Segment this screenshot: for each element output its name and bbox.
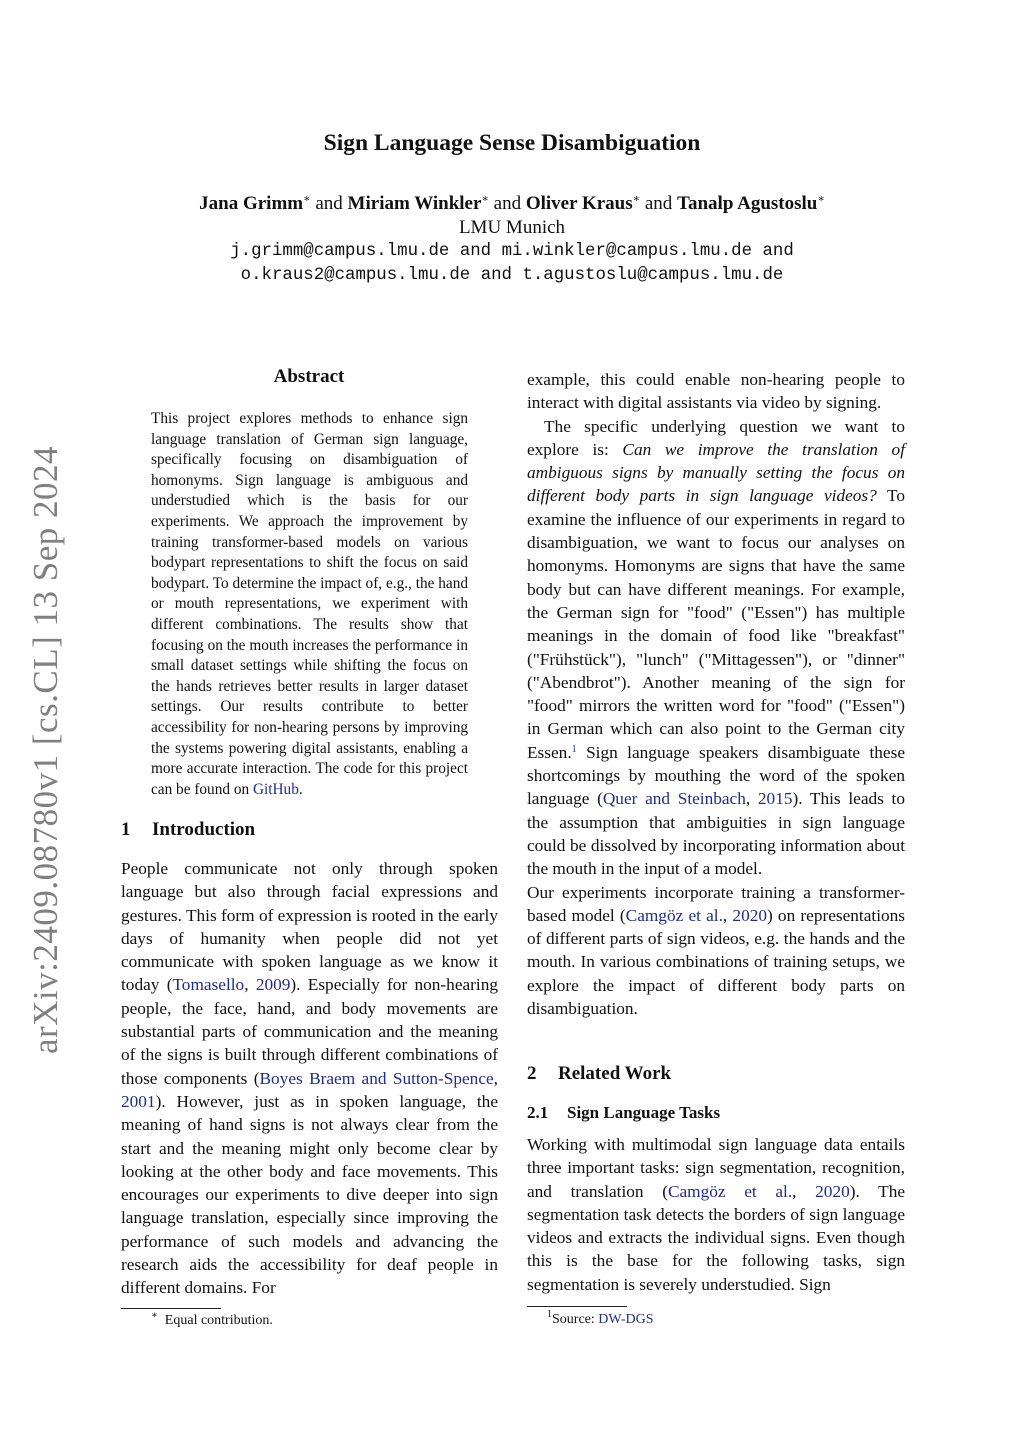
- footnote-mark: 1: [547, 1309, 552, 1320]
- paragraph: [121, 857, 498, 1300]
- footnote-source: [547, 1309, 654, 1328]
- citation-separator: ,: [244, 975, 256, 995]
- email: t.agustoslu@campus.lmu.de: [522, 266, 784, 285]
- citation-link[interactable]: Camgöz et al.: [625, 905, 723, 925]
- abstract-period: .: [298, 780, 303, 798]
- email: j.grimm@campus.lmu.de: [230, 242, 450, 261]
- citation-link[interactable]: Tomasello: [172, 975, 245, 995]
- text-run: ). The segmentation task detects the borders of sign language videos and extracts the individual signs. Even though this is the base for the following tasks, sign segmentation is severely understudied. Sign: [527, 1181, 906, 1294]
- github-link[interactable]: GitHub: [252, 780, 299, 798]
- text-run: People communicate not only through spoken language but also through facial expressions and gestures. This form of expression is rooted in the early days of humanity when people did not yet communicate with spoken language as we know it today (: [121, 859, 498, 995]
- email-line: [0, 264, 1024, 288]
- and-word: and: [459, 242, 492, 261]
- text-run: Working with multimodal sign language data entails three important tasks: sign segmentation, recognition, and translation (: [527, 1135, 905, 1201]
- author-line: [0, 192, 1024, 216]
- section-number: 1: [121, 819, 131, 840]
- author-name: Tanalp Agustoslu: [677, 193, 818, 214]
- paper-title: Sign Language Sense Disambiguation: [323, 130, 701, 156]
- and-word: and: [762, 242, 794, 261]
- research-question: Can we improve the translation of ambiguous signs by manually setting the focus on different body parts in sign language videos?: [527, 439, 905, 506]
- abstract-text: [151, 409, 468, 800]
- affiliation: LMU Munich: [458, 217, 566, 238]
- abstract-heading: Abstract: [273, 366, 345, 387]
- citation-separator: ,: [792, 1181, 816, 1201]
- citation-separator: ,: [745, 789, 758, 809]
- subsection-title: Sign Language Tasks: [567, 1103, 721, 1122]
- email: mi.winkler@campus.lmu.de: [501, 242, 753, 261]
- subsection-number: 2.1: [527, 1103, 549, 1122]
- citation-link[interactable]: Camgöz et al.: [667, 1181, 793, 1201]
- equal-contribution-mark: ∗: [632, 193, 641, 205]
- text-run: Sign language speakers disambiguate these shortcomings by mouthing the word of the spoken language (: [527, 742, 905, 809]
- citation-link[interactable]: Boyes Braem and Sutton-Spence: [259, 1068, 494, 1088]
- paragraph: [527, 881, 905, 1021]
- abstract-body-text: This project explores methods to enhance sign language translation of German sign language, specifically focusing on disambiguation of homonyms. Sign language is ambiguous and understudied which is the basis for our experiments. We approach the improvement by training transformer-based models on various bodypart representations to shift the focus on said bodypart. To determine the impact of, e.g., the hand or mouth representations, we experiment with different combinations. The results show that focusing on the mouth increases the performance in small dataset settings while shifting the focus on the hands retrieves better results in larger dataset settings. Our results contribute to better accessibility for non-hearing persons by improving the systems powering digital assistants, enabling a more accurate interaction. The code for this project can be found on: [151, 410, 468, 798]
- author-name: Jana Grimm: [199, 193, 304, 214]
- citation-link[interactable]: Quer and Steinbach: [602, 789, 746, 809]
- footnote-ref-link[interactable]: 1: [571, 743, 577, 755]
- citation-year-link[interactable]: 2015: [757, 789, 793, 809]
- and-word: and: [480, 266, 512, 285]
- email: o.kraus2@campus.lmu.de: [240, 266, 471, 285]
- author-name: Oliver Kraus: [525, 193, 633, 214]
- arxiv-id-text: arXiv:2409.08780v1 [cs.CL] 13 Sep 2024: [26, 445, 65, 1055]
- text-run: To examine the influence of our experiments in regard to disambiguation, we want to focus our analyses on homonyms. Homonyms are signs that have the same body but can have different meanings. For example, the German sign for "food" ("Essen") has multiple meanings in the domain of food like "breakfast" ("Frühstück"), "lunch" ("Mittagessen"), or "dinner" ("Abendbrot"). Another meaning of the sign for "food" mirrors the written word for "food" ("Essen") in German which can also point to the German city Essen.: [527, 486, 906, 762]
- email-line: [0, 240, 1024, 264]
- and-word: and: [493, 193, 522, 214]
- related-work-body: [527, 1133, 905, 1296]
- text-run: ) on representations of different parts of sign videos, e.g. the hands and the mouth. In various combinations of training setups, we explore the impact of different body parts on disambiguation.: [527, 905, 906, 1019]
- and-word: and: [315, 193, 343, 214]
- footnote-divider: [527, 1306, 627, 1307]
- introduction-body: [121, 857, 498, 1300]
- section-title: Related Work: [558, 1063, 672, 1084]
- paragraph: [527, 415, 905, 881]
- footnote-text: Equal contribution.: [164, 1313, 273, 1328]
- and-word: and: [644, 193, 673, 214]
- text-run: ). Especially for non-hearing people, the face, hand, and body movements are substantial parts of communication and the meaning of the signs is built through different combinations of those components (: [121, 975, 498, 1088]
- paragraph: [527, 1133, 905, 1296]
- footnote-equal-contribution: [151, 1310, 273, 1329]
- subsection-heading-sign-language-tasks: [527, 1103, 720, 1123]
- dw-dgs-link[interactable]: DW-DGS: [598, 1312, 654, 1327]
- citation-year-link[interactable]: 2009: [255, 975, 291, 995]
- section-number: 2: [527, 1063, 537, 1084]
- author-block: [0, 192, 1024, 288]
- text-run: ). This leads to the assumption that ambiguities in sign language could be dissolved by incorporating information about the mouth in the input of a model.: [527, 789, 905, 879]
- equal-contribution-mark: ∗: [817, 193, 825, 205]
- author-name: Miriam Winkler: [347, 193, 482, 214]
- section-title: Introduction: [152, 819, 256, 840]
- citation-year-link[interactable]: 2020: [815, 1181, 850, 1201]
- section-heading-introduction: [121, 819, 255, 841]
- equal-contribution-mark: ∗: [303, 193, 311, 205]
- footnote-divider: [121, 1308, 221, 1309]
- footnote-text: Source:: [552, 1312, 599, 1327]
- section-heading-related-work: [527, 1063, 671, 1085]
- equal-contribution-mark: ∗: [481, 193, 489, 205]
- paragraph: example, this could enable non-hearing people to interact with digital assistants via video by signing.: [527, 370, 905, 413]
- text-run: The specific underlying question we want to explore is:: [527, 416, 905, 459]
- right-column-body: [527, 368, 905, 1020]
- citation-year-link[interactable]: 2020: [732, 905, 767, 925]
- text-run: ). However, just as in spoken language, the meaning of hand signs is not always clear from the start and the meaning might only become clear by looking at the other body and face movements. This encourages our experiments to dive deeper into sign language translation, especially since improving the performance of such models and advancing the research aids the accessibility for deaf people in different domains. For: [121, 1091, 498, 1298]
- citation-year-link[interactable]: 2001: [121, 1091, 156, 1111]
- text-run: Our experiments incorporate training a transformer-based model (: [527, 882, 905, 925]
- citation-separator: ,: [722, 905, 733, 925]
- footnote-mark: ∗: [151, 1310, 158, 1321]
- citation-separator: ,: [493, 1068, 498, 1088]
